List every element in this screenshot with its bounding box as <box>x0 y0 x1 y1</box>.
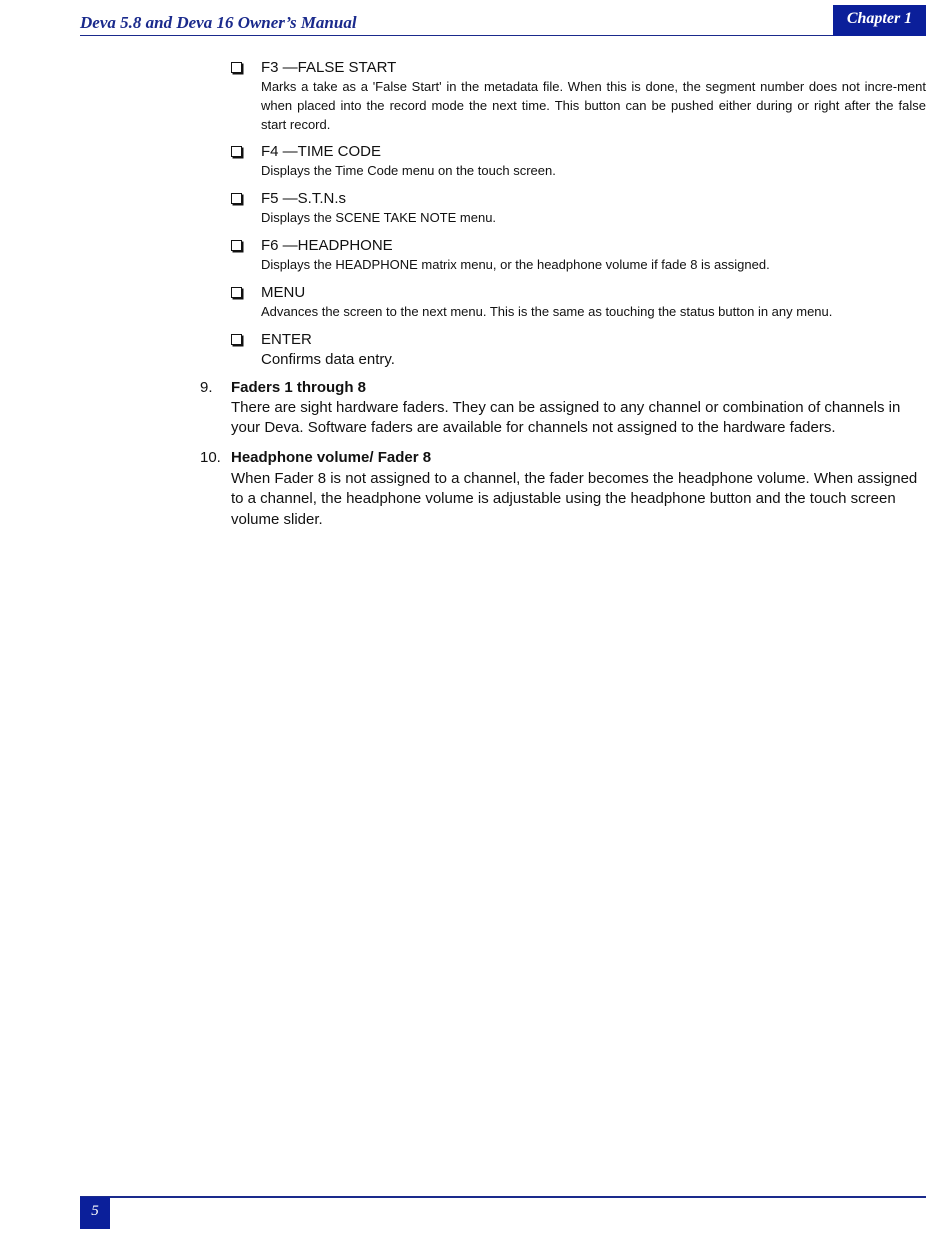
checkbox-bullet-icon <box>231 191 245 205</box>
header-rule <box>80 35 926 36</box>
item-description: When Fader 8 is not assigned to a channel, the fader becomes the headphone volume. When assigned to a channel, the headphone volume is adjustable using the headphone button and the touch screen volume slider. <box>231 470 918 528</box>
item-number: 9. <box>200 379 213 396</box>
item-description: Marks a take as a 'False Start' in the metadata file. When this is done, the segment number does not incre-ment when placed into the record mode the next time. This button can be pushed either during or right after the false start record. <box>261 79 926 132</box>
item-title: Headphone volume/ Fader 8 <box>231 449 432 466</box>
checkbox-bullet-icon <box>231 285 245 299</box>
footer-rule <box>80 1196 926 1198</box>
item-description: Displays the Time Code menu on the touch screen. <box>261 163 556 178</box>
checkbox-bullet-icon <box>231 144 245 158</box>
chapter-tab: Chapter 1 <box>833 5 926 36</box>
item-description: Displays the SCENE TAKE NOTE menu. <box>261 210 497 225</box>
item-number: 10. <box>200 449 221 466</box>
item-title: F4 —TIME CODE <box>261 143 382 160</box>
page-number: 5 <box>80 1197 110 1229</box>
item-title: F5 —S.T.N.s <box>261 190 347 207</box>
item-description: There are sight hardware faders. They can be assigned to any channel or combination of channels in your Deva. Software faders are available for channels not assigned to the hardware faders. <box>231 399 901 437</box>
checkbox-bullet-icon <box>231 238 245 252</box>
item-title: Faders 1 through 8 <box>231 379 367 396</box>
manual-title: Deva 5.8 and Deva 16 Owner’s Manual <box>80 13 357 32</box>
checkbox-bullet-icon <box>231 332 245 346</box>
checkbox-bullet-icon <box>231 60 245 74</box>
item-description: Confirms data entry. <box>261 351 395 368</box>
item-description: Advances the screen to the next menu. This is the same as touching the status button in any menu. <box>261 304 833 319</box>
item-title: F3 —FALSE START <box>261 59 397 76</box>
item-title: MENU <box>261 284 306 301</box>
item-title: ENTER <box>261 331 312 348</box>
item-title: F6 —HEADPHONE <box>261 237 393 254</box>
item-description: Displays the HEADPHONE matrix menu, or the headphone volume if fade 8 is assigned. <box>261 257 770 272</box>
